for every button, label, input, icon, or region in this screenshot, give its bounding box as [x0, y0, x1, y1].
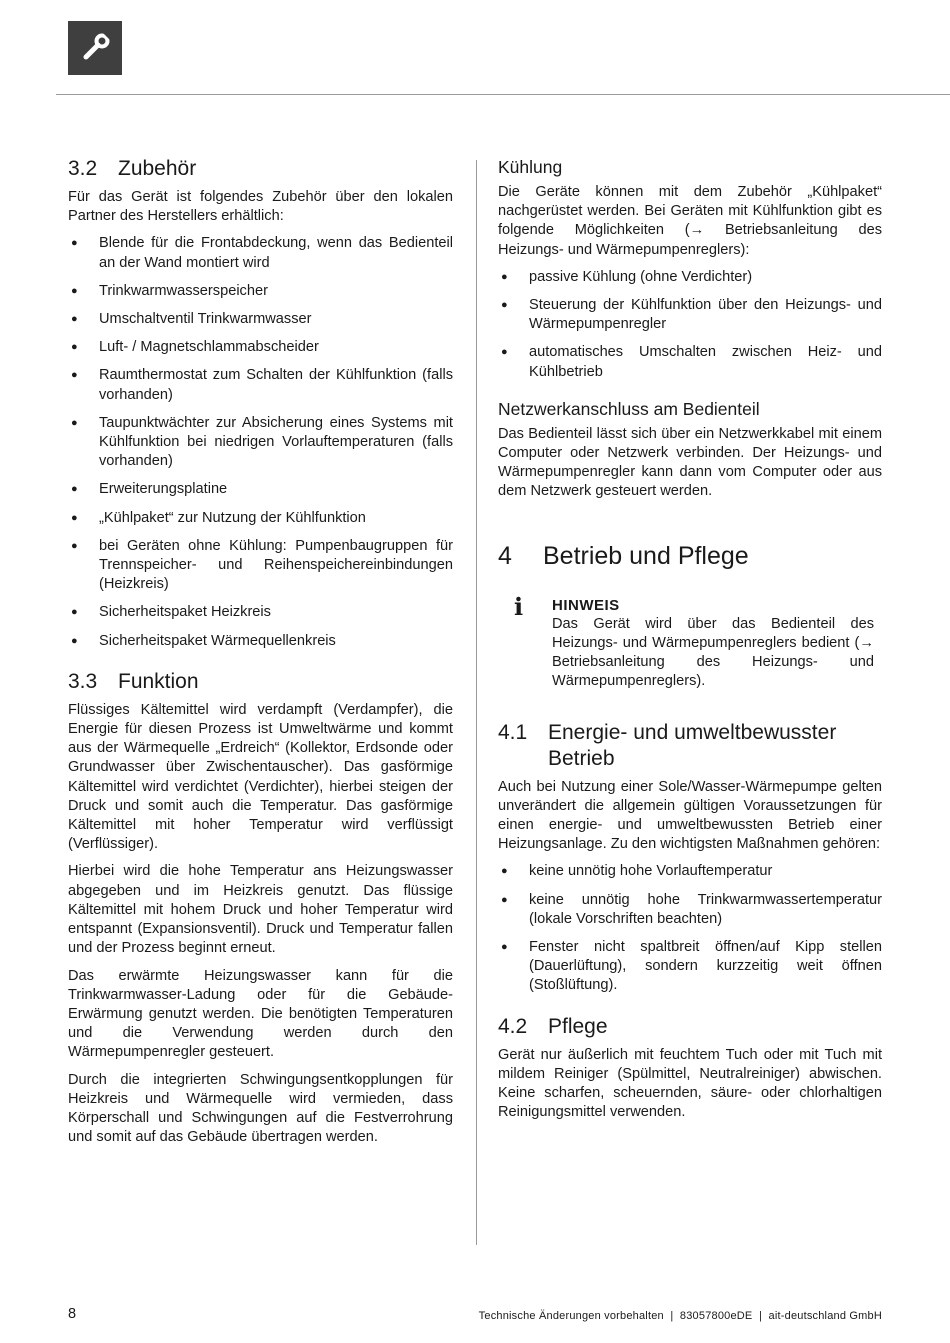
list-item: ● Blende für die Frontabdeckung, wenn das Bedienteil an der Wand montiert wird	[68, 234, 453, 272]
list-item: ● passive Kühlung (ohne Verdichter)	[498, 268, 882, 287]
funktion-paragraph: Hierbei wird die hohe Temperatur ans Heizungswasser abgegeben und im Heizkreis genutzt. Das flüssige Kältemittel mit hohem Druck und hoher Temperatur wird entspannt (Expansionsventil). Druck und Temperatur fallen und der Prozess beginnt erneut.	[68, 863, 453, 957]
right-column	[498, 156, 882, 1131]
list-item: ● bei Geräten ohne Kühlung: Pumpenbaugruppen für Trennspeicher- und Reihenspeichereinbindungen (Heizkreis)	[68, 537, 453, 595]
header-rule	[56, 94, 950, 95]
list-item: ● keine unnötig hohe Trinkwarmwassertemperatur (lokale Vorschriften beachten)	[498, 891, 882, 929]
kuehlung-heading: Kühlung	[498, 157, 563, 177]
notice-text: Das Gerät wird über das Bedienteil des Heizungs- und Wärmepumpenreglers bedient (→ Betriebsanleitung des Heizungs- und Wärmepumpenreglers).	[552, 615, 874, 690]
left-column	[68, 156, 453, 1155]
section-4-heading: 4 Betrieb und Pflege	[498, 541, 749, 570]
section-3-3-heading: 3.3 Funktion	[68, 669, 199, 693]
netzwerk-text: Das Bedienteil lässt sich über ein Netzwerkkabel mit einem Computer oder Netzwerk verbinden. Der Heizungs- und Wärmepumpenregler kann dann vom Computer oder aus dem Netzwerk gesteuert werden.	[498, 425, 882, 500]
footer-text: Technische Änderungen vorbehalten | 83057800eDE | ait-deutschland GmbH	[478, 1310, 882, 1322]
list-item: ● Raumthermostat zum Schalten der Kühlfunktion (falls vorhanden)	[68, 366, 453, 404]
section-3-2-heading: 3.2 Zubehör	[68, 157, 197, 180]
funktion-paragraph: Flüssiges Kältemittel wird verdampft (Verdampfer), die Energie für diesen Prozess ist Umweltwärme und kommt aus der Wärmequelle „Erdreich“ (Kollektor, Erdsonde oder Grundwasser über Zwischentauscher). Das gasförmige Kältemittel wird verdichtet (Verdichter), hierbei steigen der Druck und somit auch die Temperatur. Das gasförmige Kältemittel mit hoher Temperatur wird verflüssigt (Verflüssiger).	[68, 701, 453, 853]
kuehlung-intro: Die Geräte können mit dem Zubehör „Kühlpaket“ nachgerüstet werden. Bei Geräten mit Kühlfunktion gibt es folgende Möglichkeiten (→ Betriebsanleitung des Heizungs- und Wärmepumpenreglers):	[498, 184, 882, 258]
pflege-text: Gerät nur äußerlich mit feuchtem Tuch oder mit Tuch mit mildem Reiniger (Spülmittel, Neutralreiniger) abwischen. Keine scharfen, scheuernden, säure- oder chlorhaltigen Reinigungsmittel verwenden.	[498, 1046, 882, 1121]
energie-list	[498, 862, 882, 995]
list-item: ● Fenster nicht spaltbreit öffnen/auf Kipp stellen (Dauerlüftung), sondern kurzzeitig weit öffnen (Stoßlüftung).	[498, 938, 882, 996]
list-item: ● Umschaltventil Trinkwarmwasser	[68, 310, 453, 329]
list-item: ● Sicherheitspaket Wärmequellenkreis	[68, 632, 453, 651]
netzwerk-heading: Netzwerkanschluss am Bedienteil	[498, 398, 760, 419]
funktion-paragraph: Das erwärmte Heizungswasser kann für die Trinkwarmwasser-Ladung oder für die Gebäude-Erwärmung genutzt werden. Die benötigten Temperaturen und die Verwendung werden durch den Wärmepumpenregler gesteuert.	[68, 967, 453, 1061]
list-item: ● keine unnötig hohe Vorlauftemperatur	[498, 862, 882, 881]
column-divider	[476, 160, 477, 1245]
funktion-paragraph: Durch die integrierten Schwingungsentkopplungen für Heizkreis und Wärmequelle wird vermieden, dass Körperschall und Schwingungen auf die Festverrohrung und somit auf das Gebäude übertragen werden.	[68, 1071, 453, 1146]
list-item: ● automatisches Umschalten zwischen Heiz- und Kühlbetrieb	[498, 343, 882, 381]
page-number: 8	[68, 1306, 77, 1322]
zubehoer-list	[68, 234, 453, 650]
notice-title: HINWEIS	[552, 596, 620, 614]
list-item: ● Steuerung der Kühlfunktion über den Heizungs- und Wärmepumpenregler	[498, 296, 882, 334]
kuehlung-list	[498, 268, 882, 382]
list-item: ● Luft- / Magnetschlammabscheider	[68, 338, 453, 357]
list-item: ● Sicherheitspaket Heizkreis	[68, 603, 453, 622]
wrench-icon	[68, 21, 122, 75]
hinweis-notice	[498, 592, 882, 700]
zubehoer-intro: Für das Gerät ist folgendes Zubehör über den lokalen Partner des Herstellers erhältlich:	[68, 189, 453, 225]
section-4-2-heading: 4.2 Pflege	[498, 1014, 608, 1038]
energie-intro: Auch bei Nutzung einer Sole/Wasser-Wärmepumpe gelten unverändert die allgemein gültigen Voraussetzungen für einen energie- und umweltbewussten Betrieb einer Heizungsanlage. Zu den wichtigsten Maßnahmen gehören:	[498, 778, 882, 853]
section-4-1-heading: 4.1 Energie- und umweltbewusster Betrieb	[498, 720, 837, 770]
list-item: ● Trinkwarmwasserspeicher	[68, 282, 453, 301]
info-icon: ℹ	[514, 592, 524, 621]
list-item: ● „Kühlpaket“ zur Nutzung der Kühlfunktion	[68, 509, 453, 528]
list-item: ● Taupunktwächter zur Absicherung eines Systems mit Kühlfunktion bei niedrigen Vorlauftemperaturen (falls vorhanden)	[68, 414, 453, 472]
list-item: ● Erweiterungsplatine	[68, 480, 453, 499]
